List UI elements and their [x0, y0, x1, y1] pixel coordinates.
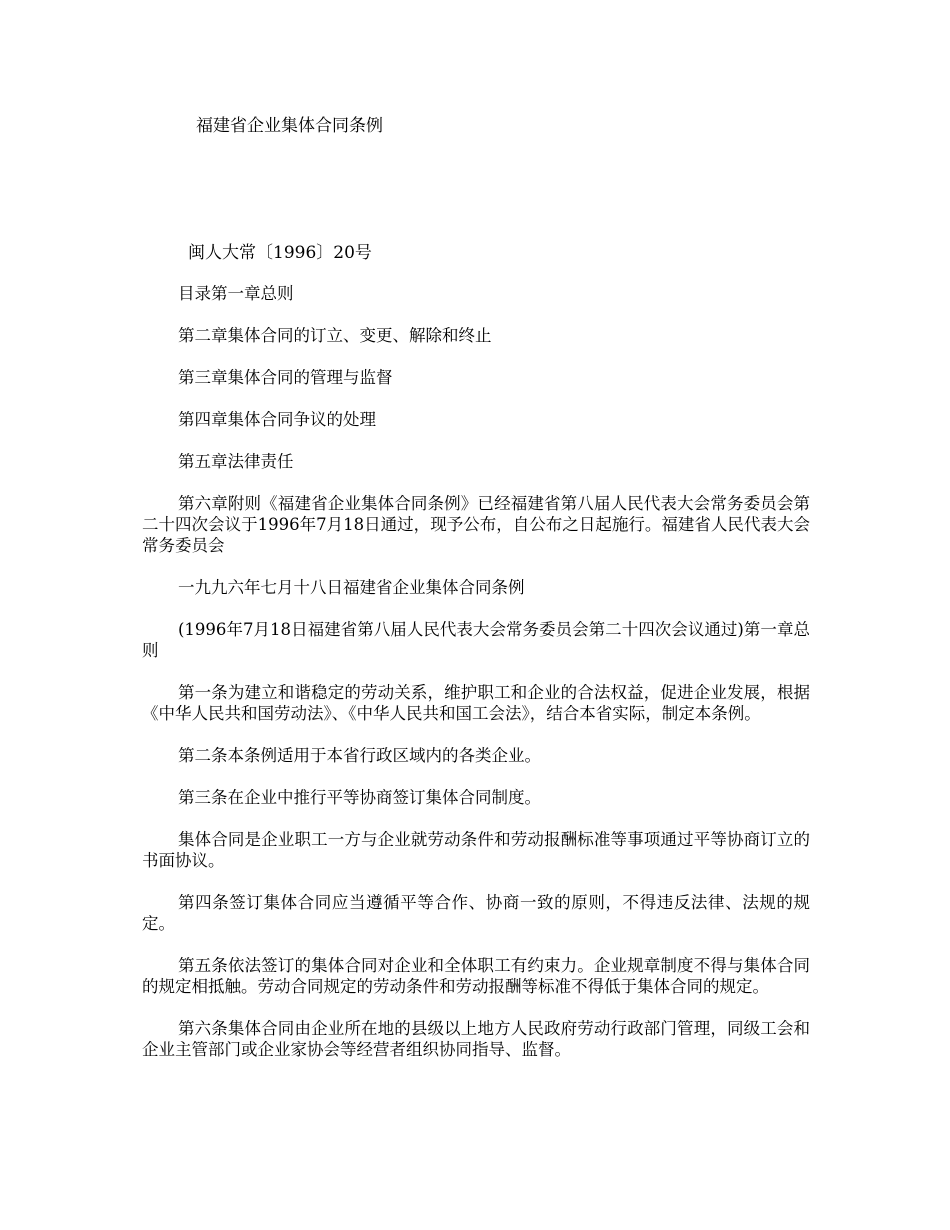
paragraph-toc-chapter-2: 第二章集体合同的订立、变更、解除和终止 — [178, 326, 492, 345]
paragraph-date-title: 一九九六年七月十八日福建省企业集体合同条例 — [178, 578, 525, 597]
paragraph-article-6: 第六条集体合同由企业所在地的县级以上地方人民政府劳动行政部门管理，同级工会和企业主管部门或企业家协会等经营者组织协同指导、监督。 — [142, 1019, 810, 1059]
paragraph-toc-chapter-6-announcement: 第六章附则《福建省企业集体合同条例》已经福建省第八届人民代表大会常务委员会第二十四次会议于1996年7月18日通过，现予公布，自公布之日起施行。福建省人民代表大会常务委员会 — [142, 494, 810, 555]
paragraph-article-5: 第五条依法签订的集体合同对企业和全体职工有约束力。企业规章制度不得与集体合同的规定相抵触。劳动合同规定的劳动条件和劳动报酬等标准不得低于集体合同的规定。 — [142, 956, 810, 996]
paragraph-article-4: 第四条签订集体合同应当遵循平等合作、协商一致的原则，不得违反法律、法规的规定。 — [142, 893, 810, 933]
document-title: 福建省企业集体合同条例 — [196, 116, 383, 136]
paragraph-toc-chapter-1: 目录第一章总则 — [178, 284, 294, 303]
paragraph-article-1: 第一条为建立和谐稳定的劳动关系，维护职工和企业的合法权益，促进企业发展，根据《中华人民共和国劳动法》、《中华人民共和国工会法》，结合本省实际，制定本条例。 — [142, 683, 810, 723]
document-number: 闽人大常〔1996〕20号 — [188, 243, 372, 263]
paragraph-collective-contract-definition: 集体合同是企业职工一方与企业就劳动条件和劳动报酬标准等事项通过平等协商订立的书面协议。 — [142, 830, 810, 870]
paragraph-toc-chapter-3: 第三章集体合同的管理与监督 — [178, 368, 393, 387]
paragraph-toc-chapter-5: 第五章法律责任 — [178, 452, 294, 471]
document-body — [142, 283, 810, 1081]
paragraph-article-3: 第三条在企业中推行平等协商签订集体合同制度。 — [178, 788, 541, 807]
paragraph-article-2: 第二条本条例适用于本省行政区域内的各类企业。 — [178, 746, 541, 765]
paragraph-adoption-note: (1996年7月18日福建省第八届人民代表大会常务委员会第二十四次会议通过)第一章总则 — [142, 620, 810, 660]
paragraph-toc-chapter-4: 第四章集体合同争议的处理 — [178, 410, 376, 429]
